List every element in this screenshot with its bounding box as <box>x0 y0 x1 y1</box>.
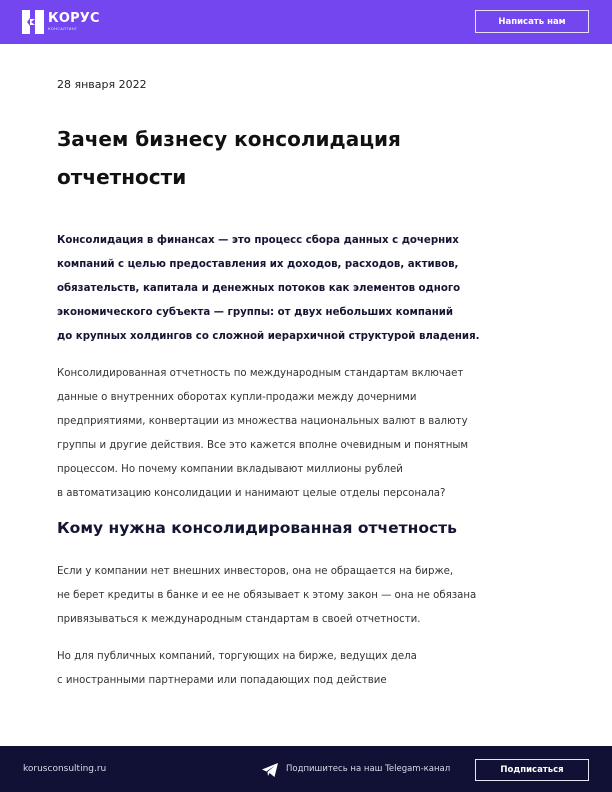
telegram-paper-plane-icon <box>262 762 278 776</box>
site-header <box>0 0 612 44</box>
text-line: не берет кредиты в банке и ее не обязывает к этому закон — она не обязана <box>57 590 477 601</box>
text-line: Консолидированная отчетность по международным стандартам включает <box>57 368 464 379</box>
text-line: с иностранными партнерами или попадающих под действие <box>57 675 387 686</box>
text-line: до крупных холдингов со сложной иерархичной структурой владения. <box>57 331 480 342</box>
telegram-label: Подпишитесь на наш Telegam-канал <box>286 764 451 774</box>
text-line: привязываться к международным стандартам в своей отчетности. <box>57 614 421 625</box>
section-heading: Кому нужна консолидированная отчетность <box>57 519 457 537</box>
body-paragraph <box>57 362 547 506</box>
text-line: данные о внутренних оборотах купли-продажи между дочерними <box>57 392 417 403</box>
text-line: группы и другие действия. Все это кажется вполне очевидным и понятным <box>57 440 469 451</box>
publication-date: 28 января 2022 <box>57 78 147 91</box>
text-line: предприятиями, конвертации из множества национальных валют в валюту <box>57 416 468 427</box>
subscribe-button[interactable]: Подписаться <box>475 759 589 781</box>
brand-subtitle: КОНСАЛТИНГ <box>48 27 78 31</box>
article-title <box>57 120 477 196</box>
korus-logo[interactable] <box>22 10 100 34</box>
lead-paragraph <box>57 229 547 349</box>
title-line: отчетности <box>57 165 187 189</box>
text-line: в автоматизацию консолидации и нанимают целые отделы персонала? <box>57 488 446 499</box>
text-line: Если у компании нет внешних инвесторов, она не обращается на бирже, <box>57 566 454 577</box>
brand-name: КОРУС <box>48 11 100 26</box>
contact-us-button[interactable]: Написать нам <box>475 10 589 33</box>
text-line: Но для публичных компаний, торгующих на бирже, ведущих дела <box>57 651 417 662</box>
body-paragraph <box>57 645 547 693</box>
site-footer <box>0 746 612 792</box>
title-line: Зачем бизнесу консолидация <box>57 127 401 151</box>
telegram-subscribe-link[interactable] <box>262 762 450 776</box>
text-line: процессом. Но почему компании вкладывают миллионы рублей <box>57 464 403 475</box>
text-line: компаний с целью предоставления их доходов, расходов, активов, <box>57 259 459 270</box>
korus-logo-icon <box>22 10 44 34</box>
text-line: обязательств, капитала и денежных потоков как элементов одного <box>57 283 461 294</box>
site-link[interactable]: korusconsulting.ru <box>23 764 107 774</box>
text-line: экономического субъекта — группы: от двух небольших компаний <box>57 307 454 318</box>
text-line: Консолидация в финансах — это процесс сбора данных с дочерних <box>57 235 459 246</box>
body-paragraph <box>57 560 547 632</box>
